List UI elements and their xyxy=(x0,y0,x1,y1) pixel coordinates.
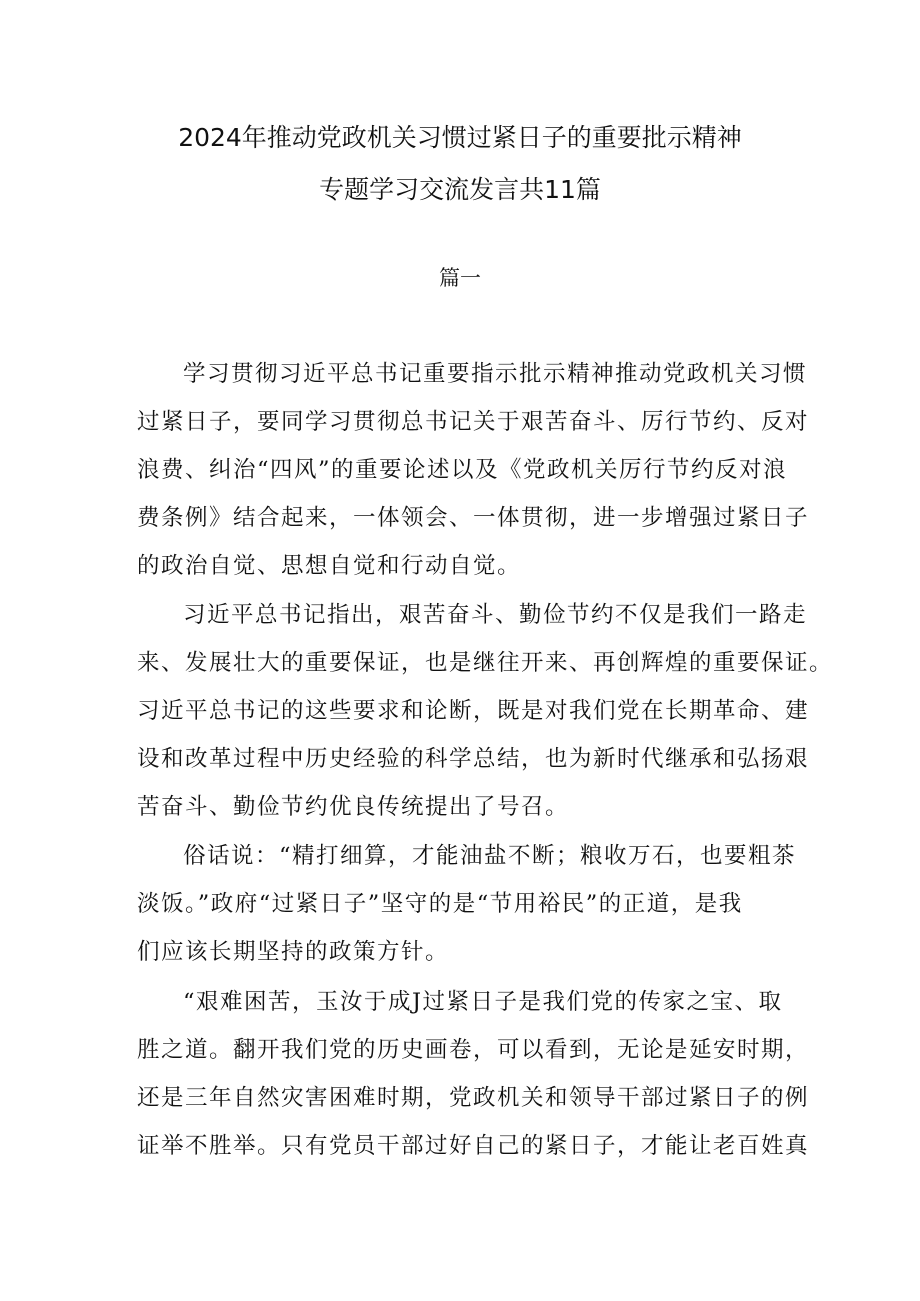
paragraph-line: 浪费、纠治“四风”的重要论述以及《党政机关厉行节约反对浪 xyxy=(137,457,788,483)
paragraph-line: 设和改革过程中历史经验的科学总结，也为新时代继承和弘扬艰 xyxy=(137,746,810,772)
paragraph-line: 还是三年自然灾害困难时期，党政机关和领导干部过紧日子的例 xyxy=(137,1085,810,1111)
paragraph-line: 淡饭。”政府“过紧日子”坚守的是“节用裕民”的正道，是我 xyxy=(137,891,743,917)
paragraph-line: 学习贯彻习近平总书记重要指示批示精神推动党政机关习惯 xyxy=(183,361,808,387)
paragraph-line: 胜之道。翻开我们党的历史画卷，可以看到，无论是延安时期， xyxy=(137,1037,810,1063)
paragraph-line: 的政治自觉、思想自觉和行动自觉。 xyxy=(137,553,522,579)
paragraph-line: 习近平总书记指出，艰苦奋斗、勤俭节约不仅是我们一路走 xyxy=(183,602,808,628)
paragraph-line: “艰难困苦，玉汝于成J过紧日子是我们党的传家之宝、取 xyxy=(183,989,783,1015)
paragraph-line: 俗话说：“精打细算，才能油盐不断；粮收万石，也要粗茶 xyxy=(183,843,797,869)
paragraph-line: 证举不胜举。只有党员干部过好自己的紧日子，才能让老百姓真 xyxy=(137,1133,810,1159)
paragraph-line: 们应该长期坚持的政策方针。 xyxy=(137,939,450,965)
section-heading: 篇一 xyxy=(439,266,481,290)
paragraph-line: 费条例》结合起来，一体领会、一体贯彻，进一步增强过紧日子 xyxy=(137,505,810,531)
paragraph-line: 过紧日子，要同学习贯彻总书记关于艰苦奋斗、厉行节约、反对 xyxy=(137,409,810,435)
paragraph-line: 来、发展壮大的重要保证，也是继往开来、再创辉煌的重要保证。 xyxy=(137,650,834,676)
document-title-line-2: 专题学习交流发言共11篇 xyxy=(319,175,601,204)
paragraph-line: 习近平总书记的这些要求和论断，既是对我们党在长期革命、建 xyxy=(137,698,810,724)
document-title-line-1: 2024年推动党政机关习惯过紧日子的重要批示精神 xyxy=(178,123,742,152)
paragraph-line: 苦奋斗、勤俭节约优良传统提出了号召。 xyxy=(137,794,570,820)
